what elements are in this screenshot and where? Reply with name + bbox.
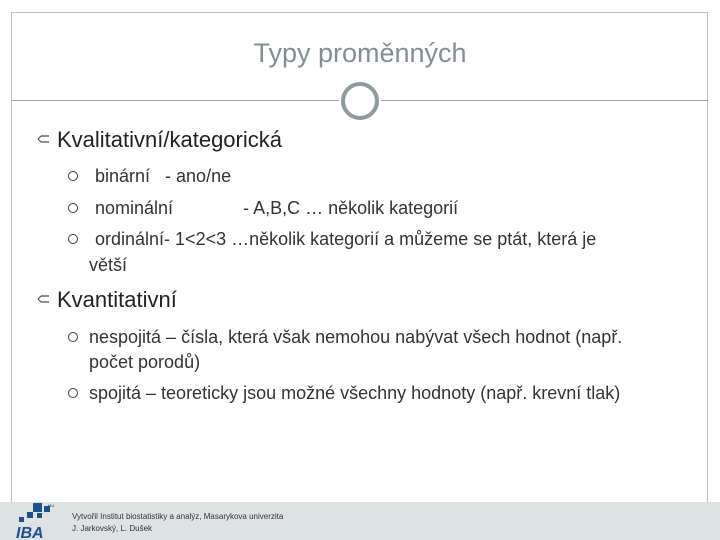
- list-item-text: ordinální- 1<2<3 …několik kategorií a můžeme se ptát, která je: [95, 229, 597, 249]
- list-bullet-icon: [68, 203, 78, 213]
- section-bullet-icon: [37, 294, 50, 304]
- section-heading-qualitative: [57, 127, 282, 153]
- list-item-text: nominální - A,B,C … několik kategorií: [95, 198, 459, 218]
- list-bullet-icon: [68, 332, 78, 342]
- list-bullet-icon: [68, 234, 78, 244]
- list-item: [95, 164, 231, 188]
- list-item-text: spojitá – teoreticky jsou možné všechny hodnoty (např. krevní tlak): [89, 383, 621, 403]
- divider-ring-icon: [341, 82, 379, 120]
- list-bullet-icon: [68, 388, 78, 398]
- section-heading-text: Kvalitativní/kategorická: [57, 127, 282, 152]
- logo-small-text: MU: [48, 503, 55, 508]
- logo-text: IBA: [16, 525, 44, 540]
- list-item: [95, 227, 596, 251]
- footer-line-2: J. Jarkovský, L. Dušek: [72, 524, 153, 533]
- footer-credits: [72, 511, 283, 535]
- iba-logo: [13, 501, 57, 540]
- list-item: [89, 381, 620, 405]
- list-bullet-icon: [68, 171, 78, 181]
- footer-line-1: Vytvořil Institut biostatistiky a analýz, Masarykova univerzita: [72, 512, 284, 521]
- list-item-continuation: větší: [89, 255, 128, 275]
- section-bullet-icon: [37, 134, 50, 144]
- list-item-text: nespojitá – čísla, která však nemohou nabývat všech hodnot (např.: [89, 327, 623, 347]
- slide-title: Typy proměnných: [253, 38, 467, 68]
- list-item: [89, 325, 622, 349]
- list-item-continuation: počet porodů): [89, 352, 201, 372]
- list-item: [95, 196, 458, 220]
- title-divider-left: [11, 100, 339, 101]
- title-divider-right: [381, 100, 708, 101]
- list-item-text: binární - ano/ne: [95, 166, 232, 186]
- section-heading-text: Kvantitativní: [57, 287, 177, 312]
- section-heading-quantitative: [57, 287, 177, 313]
